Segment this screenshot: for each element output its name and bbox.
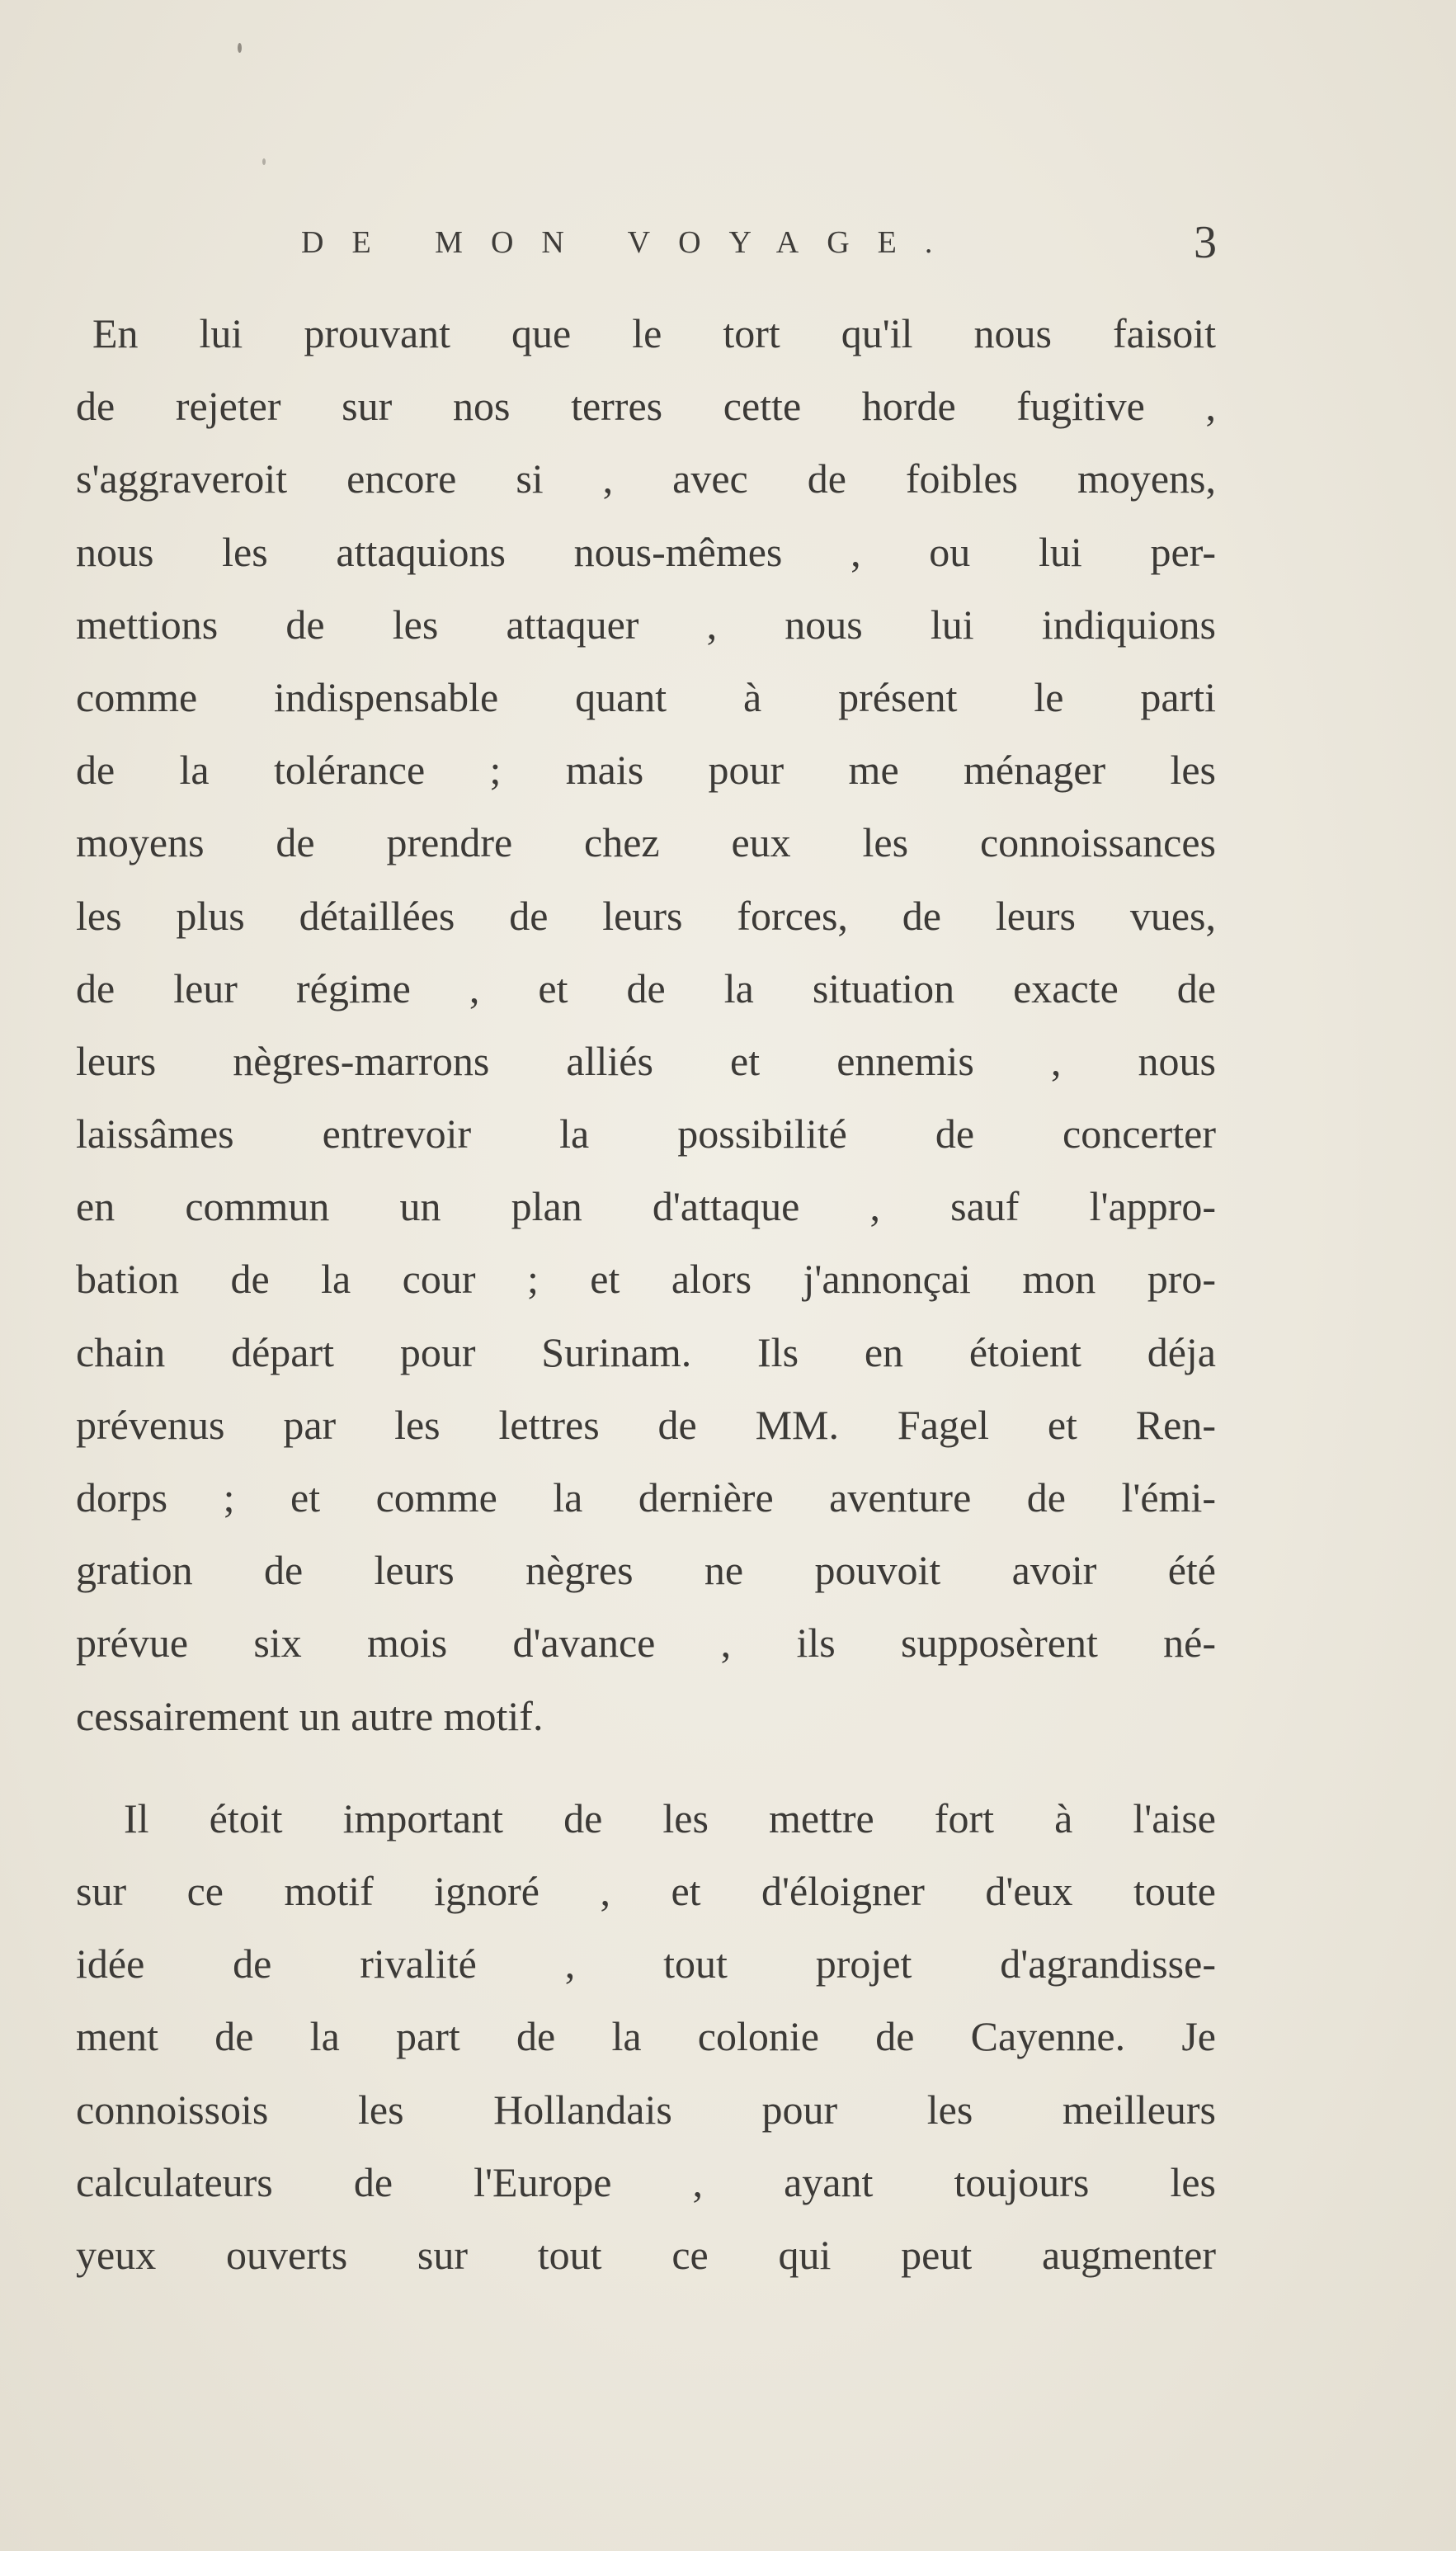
text-line: sur ce motif ignoré , et d'éloigner d'eux toute: [76, 1867, 1216, 1914]
text-line: moyens de prendre chez eux les connoissances: [76, 819, 1216, 866]
text-line: chain départ pour Surinam. Ils en étoient déja: [76, 1328, 1216, 1375]
page-number: 3: [1194, 217, 1217, 268]
text-line: les plus détaillées de leurs forces, de leurs vues,: [76, 892, 1216, 939]
text-line: nous les attaquions nous-mêmes , ou lui per-: [76, 528, 1216, 575]
text-line: prévue six mois d'avance , ils supposèrent né-: [76, 1620, 1216, 1667]
text-line: de la tolérance ; mais pour me ménager les: [76, 747, 1216, 794]
text-line: cessairement un autre motif.: [76, 1692, 544, 1739]
text-line: de leur régime , et de la situation exacte de: [76, 964, 1216, 1011]
text-line: leurs nègres-marrons alliés et ennemis , nous: [76, 1037, 1216, 1084]
text-line: bation de la cour ; et alors j'annonçai mon pro-: [76, 1256, 1216, 1303]
text-line: dorps ; et comme la dernière aventure de l'émi-: [76, 1474, 1216, 1521]
body-text: [76, 297, 1216, 2291]
text-line: En lui prouvant que le tort qu'il nous faisoit: [92, 310, 1216, 356]
ink-speck: [262, 158, 266, 165]
text-line: prévenus par les lettres de MM. Fagel et Ren-: [76, 1401, 1216, 1448]
text-line: mettions de les attaquer , nous lui indiquions: [76, 601, 1216, 648]
text-line: gration de leurs nègres ne pouvoit avoir été: [76, 1547, 1216, 1594]
text-line: yeux ouverts sur tout ce qui peut augmenter: [76, 2231, 1216, 2278]
running-head-title: DE MON VOYAGE.: [301, 225, 961, 260]
text-line: comme indispensable quant à présent le parti: [76, 673, 1216, 720]
text-line: connoissois les Hollandais pour les meilleurs: [76, 2086, 1216, 2133]
text-line: laissâmes entrevoir la possibilité de concerter: [76, 1110, 1216, 1158]
text-line: ment de la part de la colonie de Cayenne. Je: [76, 2013, 1216, 2060]
ink-speck: [238, 43, 242, 53]
text-line: s'aggraveroit encore si , avec de foibles moyens,: [76, 455, 1216, 502]
text-line: Il étoit important de les mettre fort à l'aise: [124, 1794, 1216, 1841]
paragraph: [76, 1782, 1216, 2291]
paragraph-gap: [76, 1752, 1216, 1782]
text-line: de rejeter sur nos terres cette horde fugitive ,: [76, 383, 1216, 430]
paragraph: [76, 297, 1216, 1752]
running-head: [301, 216, 1217, 274]
text-line: en commun un plan d'attaque , sauf l'appro-: [76, 1183, 1216, 1230]
text-line: calculateurs de l'Europe , ayant toujours les: [76, 2158, 1216, 2205]
text-line: idée de rivalité , tout projet d'agrandisse-: [76, 1940, 1216, 1988]
